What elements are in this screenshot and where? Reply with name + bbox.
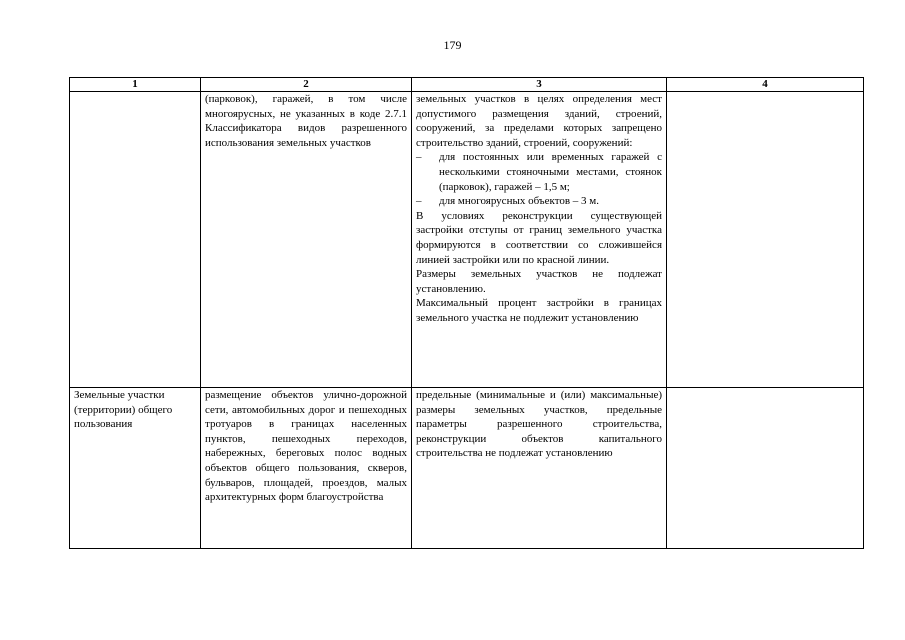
row1-col3-paragraph-3: Максимальный процент застройки в границах земельного участка не подлежит установлению bbox=[416, 297, 662, 324]
row1-col2-text: (парковок), гаражей, в том числе многоярусных, не указанных в коде 2.7.1 Классификатора видов разрешенного использования земельных участков bbox=[205, 93, 407, 149]
list-item bbox=[416, 150, 662, 194]
page-number: 179 bbox=[443, 38, 462, 52]
row1-col3-paragraph-2: Размеры земельных участков не подлежат установлению. bbox=[416, 268, 662, 295]
row2-col2 bbox=[201, 388, 412, 549]
dash-bullet: – bbox=[416, 195, 422, 208]
row2-col1-text: Земельные участки (территории) общего пользования bbox=[74, 389, 173, 431]
list-item-text: для постоянных или временных гаражей с несколькими стояночными местами, стоянок (парковок), гаражей – 1,5 м; bbox=[439, 151, 662, 193]
row2-col3-text: предельные (минимальные и (или) максимальные) размеры земельных участков, предельные параметры разрешенного строительства, реконструкции объектов капитального строительства не подлежат установлению bbox=[416, 389, 662, 460]
header-col-2: 2 bbox=[201, 78, 412, 92]
list-item bbox=[416, 194, 662, 209]
row2-col1 bbox=[70, 388, 201, 549]
row1-col3-paragraph-1: В условиях реконструкции существующей застройки отступы от границ земельного участка формируются в соответствии со сложившейся линией застройки или по красной линии. bbox=[416, 209, 662, 266]
header-row bbox=[70, 78, 864, 92]
row1-col4 bbox=[667, 92, 864, 388]
dash-bullet: – bbox=[416, 151, 422, 164]
header-col-4: 4 bbox=[667, 78, 864, 92]
row1-col2 bbox=[201, 92, 412, 388]
regulations-table bbox=[69, 77, 864, 549]
row1-col3 bbox=[412, 92, 667, 388]
table-row bbox=[70, 388, 864, 549]
row1-col1 bbox=[70, 92, 201, 388]
row2-col4 bbox=[667, 388, 864, 549]
header-col-1: 1 bbox=[70, 78, 201, 92]
row1-col3-intro: земельных участков в целях определения мест допустимого размещения зданий, строений, сооружений, за пределами которых запрещено строительство зданий, строений, сооружений: bbox=[416, 93, 662, 149]
header-col-3: 3 bbox=[412, 78, 667, 92]
row2-col3 bbox=[412, 388, 667, 549]
row2-col2-text: размещение объектов улично-дорожной сети, автомобильных дорог и пешеходных тротуаров в границах населенных пунктов, пешеходных переходов, набережных, береговых полос водных объектов общего пользования, скверов, бульваров, площадей, проездов, малых архитектурных форм благоустройства bbox=[205, 389, 407, 504]
table-row bbox=[70, 92, 864, 388]
list-item-text: для многоярусных объектов – 3 м. bbox=[439, 195, 600, 208]
